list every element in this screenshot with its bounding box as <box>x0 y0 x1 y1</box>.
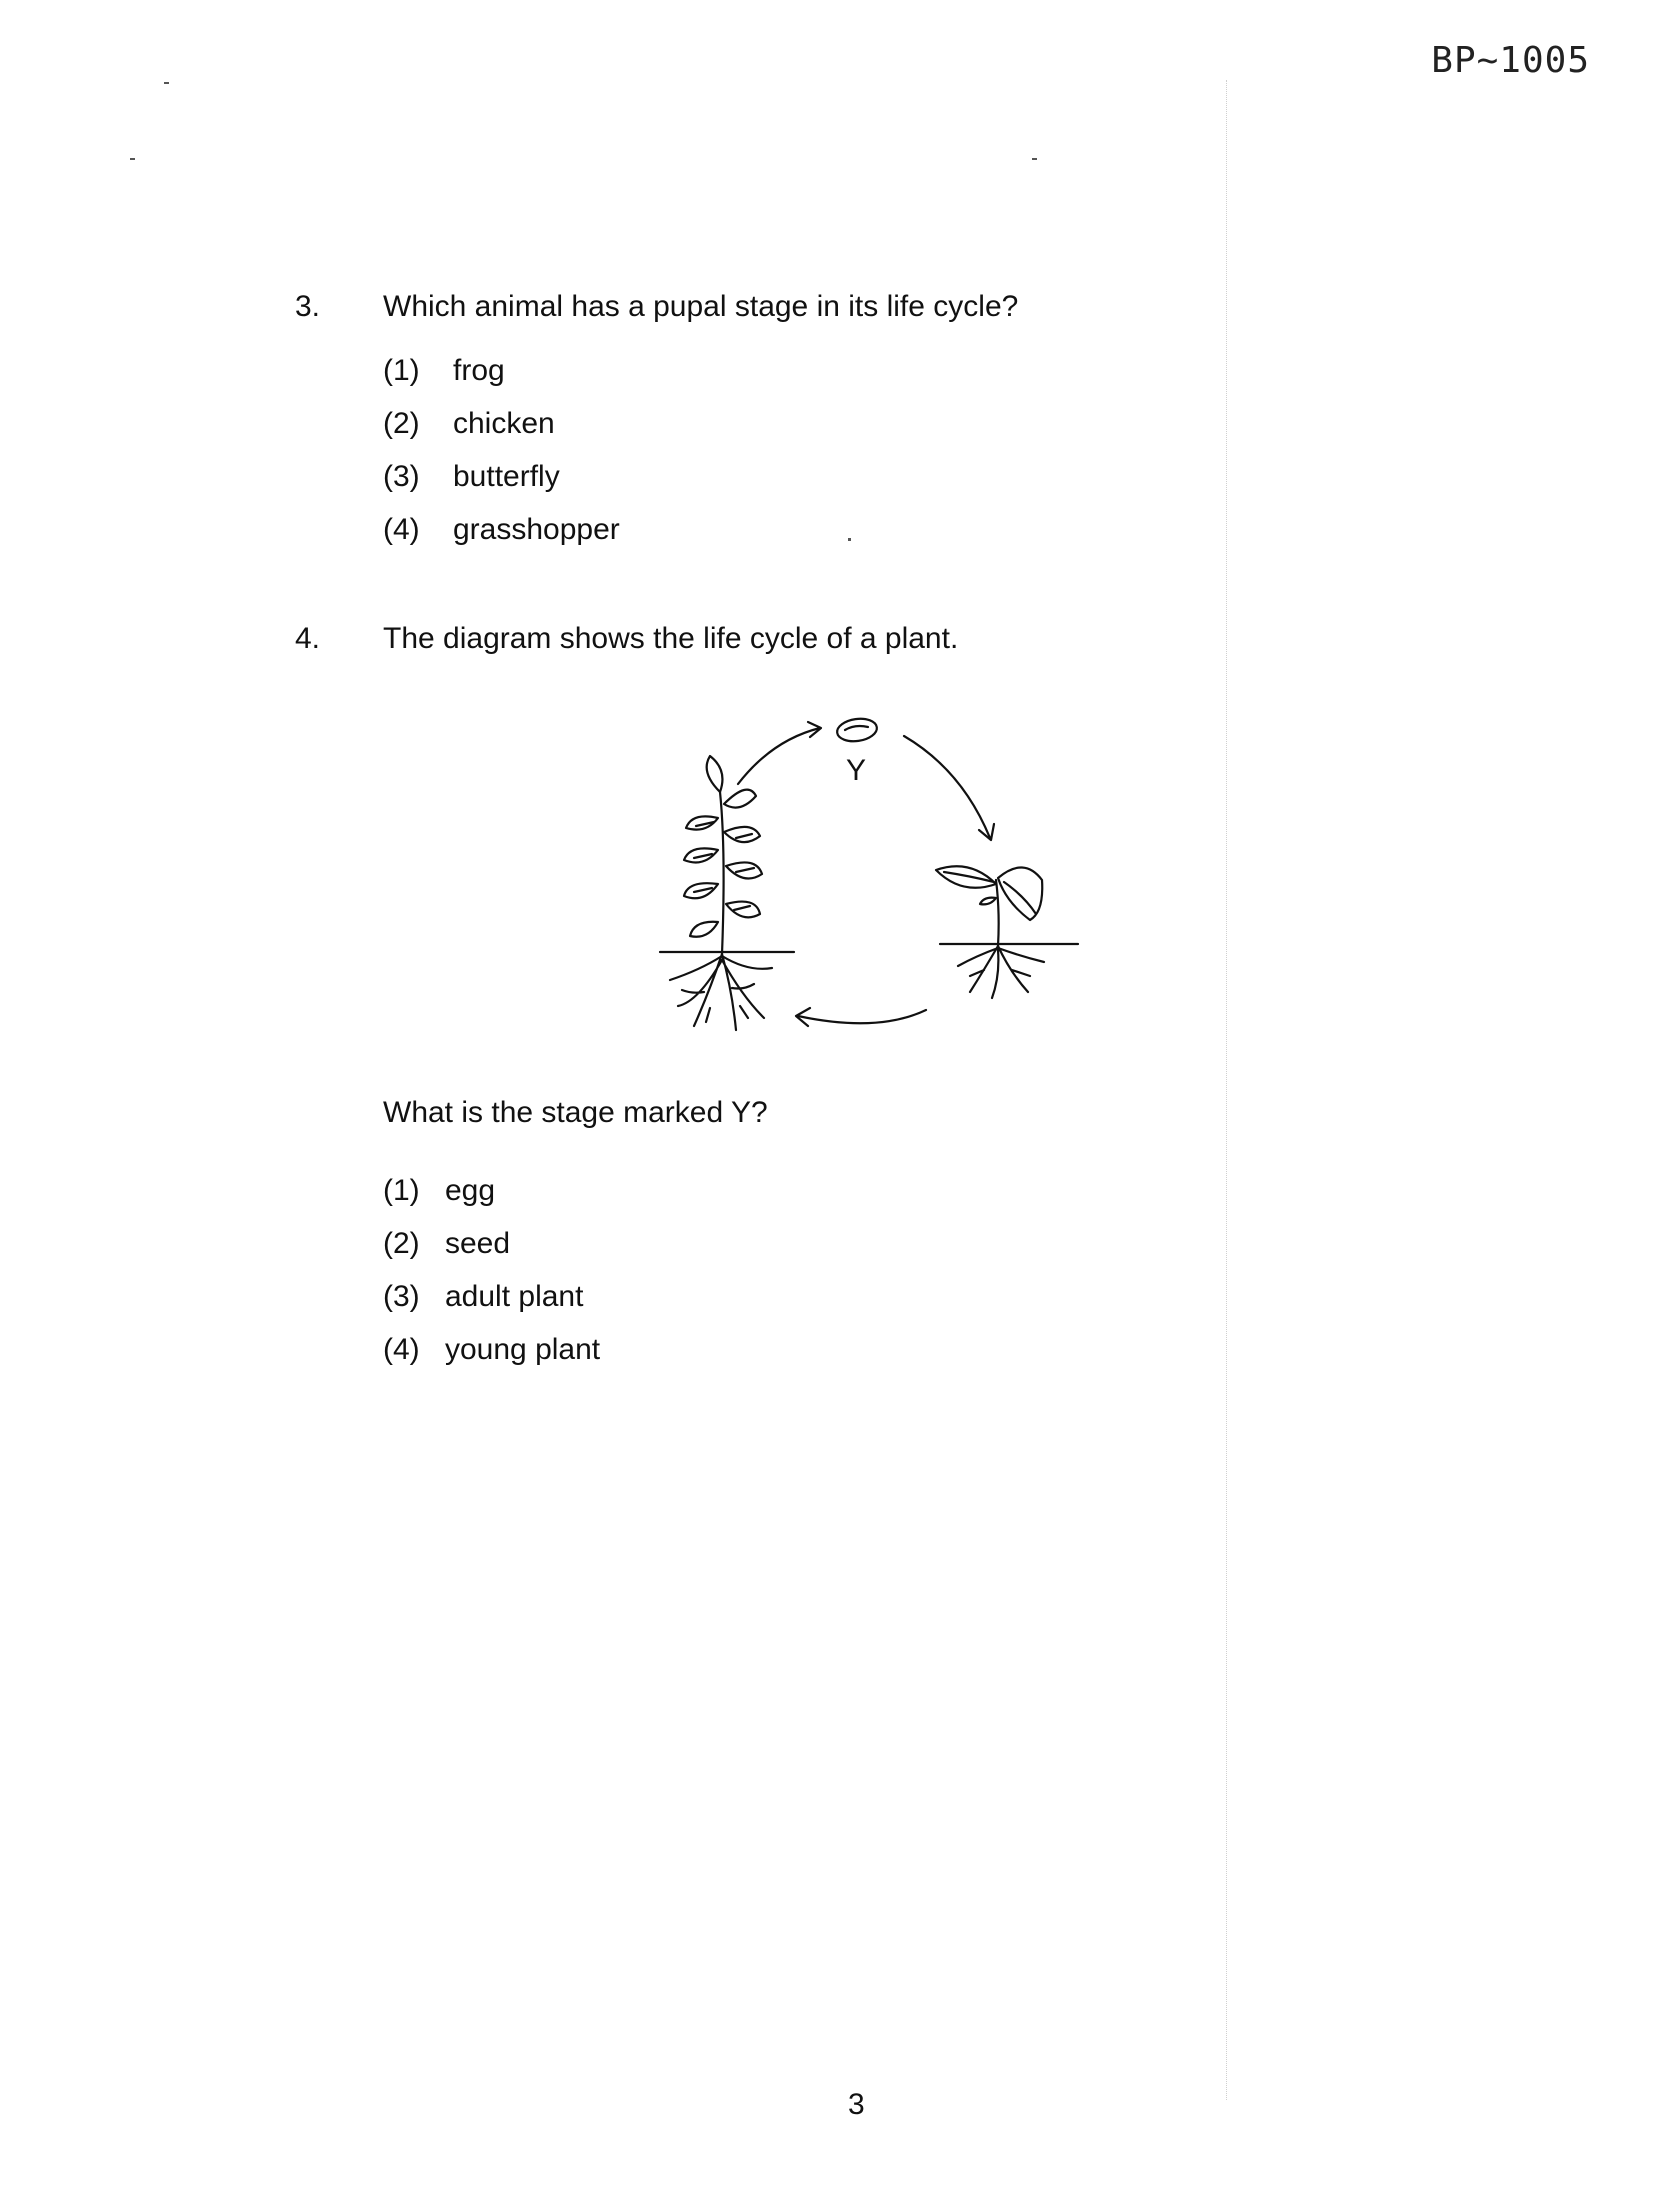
scan-speck <box>130 158 135 160</box>
option-text: adult plant <box>445 1280 584 1313</box>
cycle-arrow-seed-to-seedling <box>904 736 994 840</box>
option-text: frog <box>453 354 505 387</box>
seedling-icon <box>936 866 1078 998</box>
question-followup: What is the stage marked Y? <box>383 1096 768 1129</box>
scan-speck <box>848 538 851 541</box>
cycle-arrow-adult-to-seed <box>738 722 821 784</box>
cycle-arrow-seedling-to-adult <box>796 1008 926 1026</box>
option-text: butterfly <box>453 460 560 493</box>
adult-plant-icon <box>660 756 794 1030</box>
seed-icon <box>836 716 879 743</box>
option-text: grasshopper <box>453 513 620 546</box>
scan-speck <box>1032 158 1037 160</box>
option-text: egg <box>445 1174 496 1207</box>
question-text: Which animal has a pupal stage in its life cycle? <box>383 290 1019 323</box>
page-number: 3 <box>848 2088 865 2121</box>
seed-detail <box>845 726 868 730</box>
option-number: (3) <box>383 460 420 493</box>
option-text: seed <box>445 1227 511 1260</box>
question-text: The diagram shows the life cycle of a plant. <box>383 622 959 655</box>
document-code: BP~1005 <box>1431 40 1590 81</box>
option-number: (1) <box>383 354 420 387</box>
option-number: (2) <box>383 407 420 440</box>
seed-stage <box>836 716 879 743</box>
option-text: young plant <box>445 1333 601 1366</box>
option-number: (4) <box>383 513 420 546</box>
margin-rule <box>1226 80 1227 2100</box>
question-number: 4. <box>295 622 321 655</box>
option-number: (1) <box>383 1174 420 1207</box>
question-number: 3. <box>295 290 321 323</box>
option-number: (2) <box>383 1227 420 1260</box>
option-text: chicken <box>453 407 555 440</box>
option-number: (3) <box>383 1280 420 1313</box>
plant-life-cycle-diagram <box>640 700 1100 1060</box>
scan-speck <box>164 82 169 84</box>
stage-label-y: Y <box>845 754 867 787</box>
option-number: (4) <box>383 1333 420 1366</box>
